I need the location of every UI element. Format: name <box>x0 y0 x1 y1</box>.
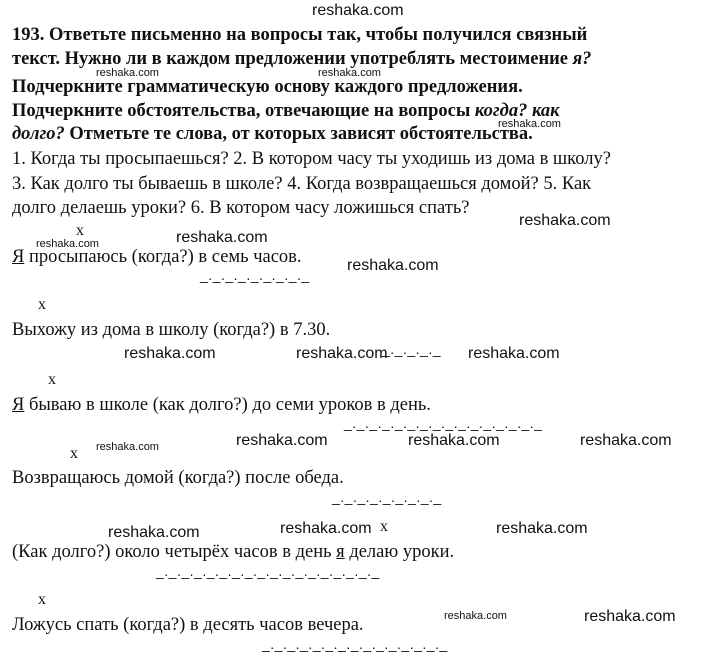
subject-underlined: я <box>336 542 345 562</box>
task-text-1: Ответьте письменно на вопросы так, чтобы получился связный <box>49 25 588 45</box>
subject-underlined: Я <box>12 247 25 267</box>
task-text-4: Подчеркните обстоятельства, отвечающие на вопросы <box>12 101 475 121</box>
task-text-5: Отметьте те слова, от которых зависят обстоятельства. <box>64 124 533 144</box>
answer-4: Возвращаюсь домой (когда?) после обеда. <box>12 468 344 488</box>
task-text-2-italic: я? <box>572 49 592 69</box>
answer-3-text: бываю в школе (как долго?) до семи уроков в день. <box>24 395 431 415</box>
watermark: reshaka.com <box>347 257 439 274</box>
task-text-5-italic: долго? <box>12 124 65 144</box>
watermark: reshaka.com <box>176 229 268 246</box>
watermark-small: reshaka.com <box>96 441 159 453</box>
answer-5 <box>12 541 454 563</box>
adverbial-underline: _._._._._._._._._._._._._._._._ <box>344 415 543 431</box>
task-line-5 <box>12 123 533 145</box>
watermark-top: reshaka.com <box>312 2 404 19</box>
adverbial-mark: x <box>48 371 56 388</box>
watermark-small: reshaka.com <box>498 118 561 130</box>
watermark: reshaka.com <box>580 432 672 449</box>
answer-1-text: просыпаюсь (когда?) в семь часов. <box>24 247 302 267</box>
task-number: 193. <box>12 25 45 45</box>
watermark-small: reshaka.com <box>36 238 99 250</box>
watermark: reshaka.com <box>468 345 560 362</box>
questions-line-2: 3. Как долго ты бываешь в школе? 4. Когда возвращаешься домой? 5. Как <box>12 174 592 194</box>
watermark: reshaka.com <box>496 520 588 537</box>
answer-5-text-end: делаю уроки. <box>344 542 455 562</box>
watermark: reshaka.com <box>108 524 200 541</box>
watermark: reshaka.com <box>124 345 216 362</box>
watermark-small: reshaka.com <box>444 610 507 622</box>
questions-line-1: 1. Когда ты просыпаешься? 2. В котором часу ты уходишь из дома в школу? <box>12 149 611 169</box>
watermark-small: reshaka.com <box>96 67 159 79</box>
answer-6: Ложусь спать (когда?) в десять часов вечера. <box>12 615 364 635</box>
task-line-3: Подчеркните грамматическую основу каждого предложения. <box>12 77 523 97</box>
watermark-small: reshaka.com <box>318 67 381 79</box>
adverbial-underline: _._._._._ <box>382 341 441 357</box>
watermark: reshaka.com <box>408 432 500 449</box>
adverbial-underline: _._._._._._._._._._._._._._._._._._ <box>156 563 380 579</box>
adverbial-mark: x <box>38 296 46 313</box>
adverbial-mark: x <box>380 518 388 535</box>
adverbial-mark: x <box>76 222 84 239</box>
task-line-1 <box>12 24 587 46</box>
watermark: reshaka.com <box>236 432 328 449</box>
answer-5-text: (Как долго?) около четырёх часов в день <box>12 542 337 562</box>
answer-1 <box>12 246 302 268</box>
adverbial-underline: _._._._._._._._._ <box>332 489 442 505</box>
task-line-4 <box>12 100 560 122</box>
adverbial-underline: _._._._._._._._._._._._._._._ <box>262 636 448 652</box>
adverbial-mark: x <box>38 591 46 608</box>
adverbial-mark: x <box>70 445 78 462</box>
watermark: reshaka.com <box>280 520 372 537</box>
task-text-2: текст. Нужно ли в каждом предложении употреблять местоимение <box>12 49 573 69</box>
adverbial-underline: _._._._._._._._._ <box>200 267 310 283</box>
watermark: reshaka.com <box>519 212 611 229</box>
subject-underlined: Я <box>12 395 25 415</box>
watermark: reshaka.com <box>296 345 388 362</box>
task-text-4-italic: когда? как <box>474 101 560 121</box>
questions-line-3: долго делаешь уроки? 6. В котором часу ложишься спать? <box>12 198 470 218</box>
answer-2: Выхожу из дома в школу (когда?) в 7.30. <box>12 320 331 340</box>
watermark: reshaka.com <box>584 608 676 625</box>
answer-3 <box>12 394 431 416</box>
